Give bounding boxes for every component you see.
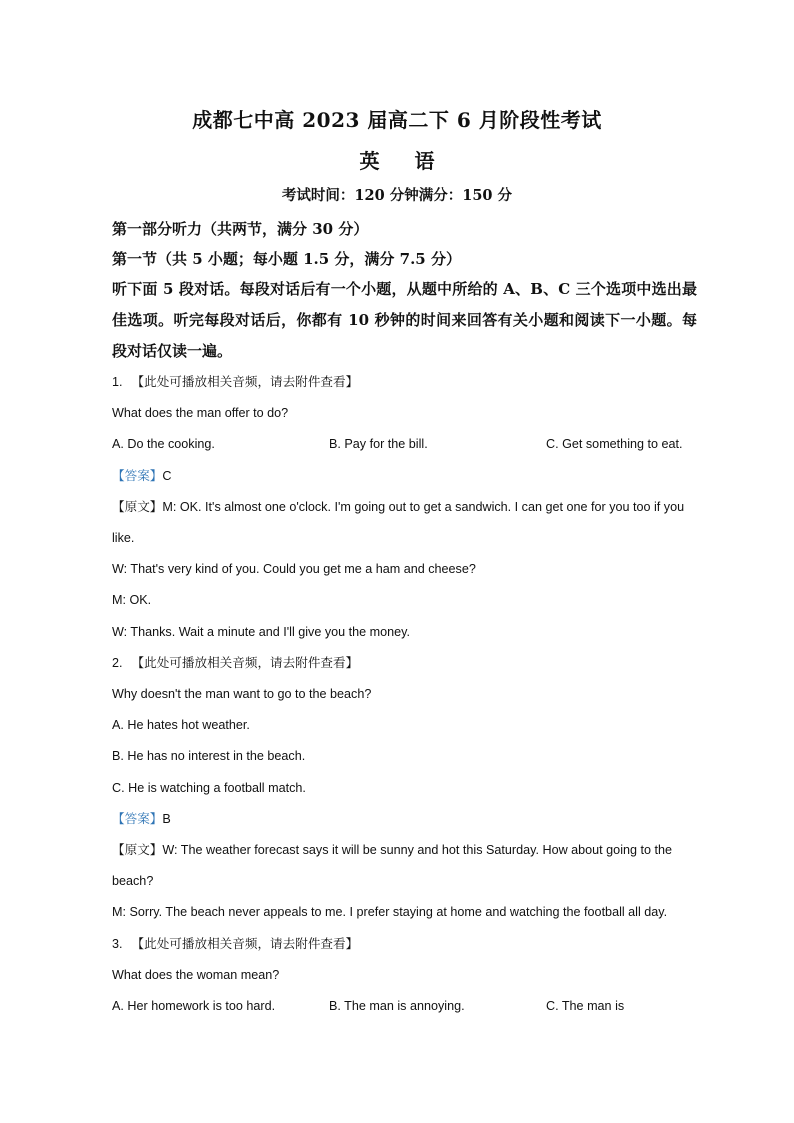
question-number: 1. — [112, 375, 123, 389]
option-c: C. The man is — [546, 999, 625, 1014]
option-a: A. He hates hot weather. — [112, 718, 250, 733]
question-number: 2. — [112, 655, 123, 670]
transcript-label: 【原文】 — [112, 843, 163, 858]
subsection-heading: 第一节（共 5 小题；每小题 1.5 分，满分 7.5 分） — [112, 250, 461, 268]
option-a: A. Her homework is too hard. — [112, 999, 276, 1014]
option-c: C. Get something to eat. — [546, 437, 683, 452]
document-body — [112, 214, 697, 1022]
transcript-line: W: That's very kind of you. Could you get me a ham and cheese? — [112, 562, 476, 577]
option-b: B. The man is annoying. — [329, 999, 465, 1014]
transcript-text: M: OK. It's almost one o'clock. I'm going out to get a sandwich. I can get one for you too if you like. — [112, 499, 685, 546]
answer-line — [112, 461, 697, 492]
answer-label: 【答案】 — [112, 811, 163, 826]
question-audio-line — [112, 929, 697, 960]
question-text: What does the man offer to do? — [112, 406, 289, 421]
transcript-line: M: OK. — [112, 593, 152, 608]
question-block — [112, 367, 697, 648]
transcript-first-line — [112, 492, 697, 554]
listening-instructions: 听下面 5 段对话。每段对话后有一个小题，从题中所给的 A、B、C 三个选项中选出最佳选项。听完每段对话后，你都有 10 秒钟的时间来回答有关小题和阅读下一小题。每段对话仅读一遍。 — [112, 280, 697, 360]
answer-value: B — [162, 811, 171, 826]
audio-note: 【此处可播放相关音频，请去附件查看】 — [131, 375, 359, 389]
exam-info: 考试时间：120 分钟满分：150 分 — [281, 187, 513, 204]
answer-line — [112, 804, 697, 835]
question-text: Why doesn't the man want to go to the beach? — [112, 687, 372, 702]
transcript-line: W: Thanks. Wait a minute and I'll give you the money. — [112, 624, 411, 639]
option-c: C. He is watching a football match. — [112, 780, 306, 795]
question-audio-line — [112, 648, 697, 679]
transcript-label: 【原文】 — [112, 499, 163, 514]
option-b: B. He has no interest in the beach. — [112, 749, 306, 764]
question-block — [112, 929, 697, 1023]
transcript-line: M: Sorry. The beach never appeals to me. I prefer staying at home and watching the football all day. — [112, 905, 668, 920]
question-audio-line — [112, 367, 697, 398]
options-row — [112, 991, 697, 1022]
option-b: B. Pay for the bill. — [329, 437, 428, 452]
answer-value: C — [162, 468, 172, 483]
exam-title: 成都七中高 2023 届高二下 6 月阶段性考试 — [192, 108, 602, 132]
answer-label: 【答案】 — [112, 468, 163, 483]
transcript-text: W: The weather forecast says it will be sunny and hot this Saturday. How about going to the beach? — [112, 843, 673, 889]
subject-heading: 英 语 — [359, 149, 449, 173]
audio-note: 【此处可播放相关音频，请去附件查看】 — [131, 655, 359, 670]
transcript-first-line — [112, 835, 697, 897]
option-a: A. Do the cooking. — [112, 437, 215, 452]
question-text: What does the woman mean? — [112, 967, 280, 982]
options-row — [112, 429, 697, 460]
part-heading: 第一部分听力（共两节，满分 30 分） — [112, 220, 369, 238]
question-number: 3. — [112, 936, 123, 951]
question-block — [112, 648, 697, 929]
audio-note: 【此处可播放相关音频，请去附件查看】 — [131, 936, 359, 951]
